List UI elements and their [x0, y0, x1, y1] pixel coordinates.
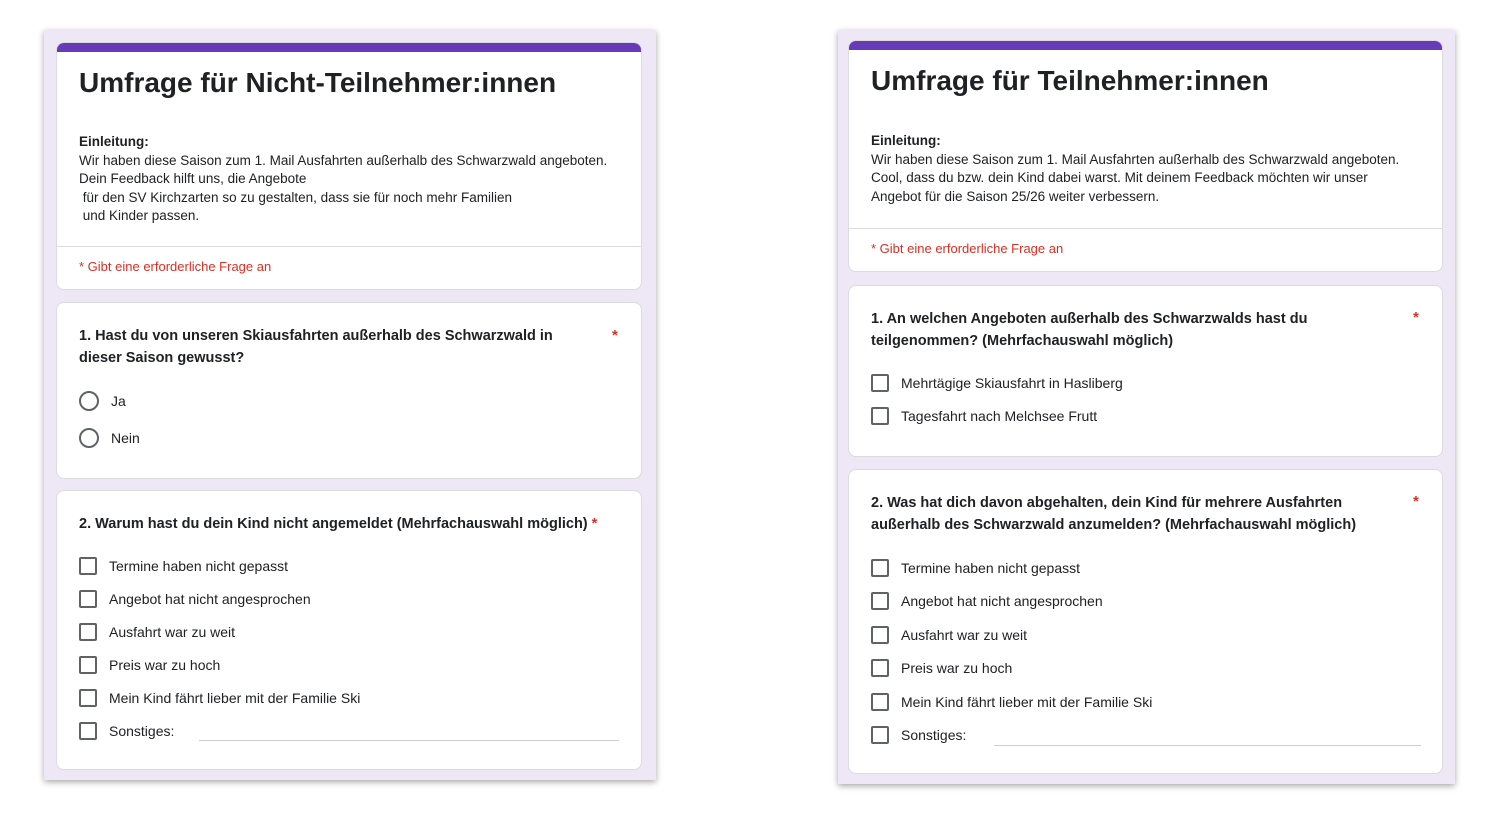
left-intro-label: Einleitung: [79, 134, 149, 149]
left-required-note: * Gibt eine erforderliche Frage an [79, 259, 272, 274]
radio-button[interactable] [79, 428, 99, 448]
left-intro-line: für den SV Kirchzarten so zu gestalten, dass sie für noch mehr Familien [79, 189, 512, 205]
option-label: Mehrtägige Skiausfahrt in Hasliberg [901, 375, 1123, 391]
left-q2-option-sonstiges[interactable] [79, 720, 174, 742]
right-form-panel [838, 30, 1455, 784]
right-accent-bar [849, 41, 1442, 50]
right-question-2-card [848, 469, 1443, 774]
checkbox[interactable] [871, 559, 889, 577]
right-q2-option-familie[interactable] [871, 691, 1152, 713]
option-label: Sonstiges: [109, 723, 175, 739]
right-intro [871, 132, 1399, 206]
right-q1-required-star: * [1413, 309, 1419, 326]
left-question-1-card [56, 302, 642, 479]
left-header-divider [57, 246, 641, 247]
left-q1-text: 1. Hast du von unseren Skiausfahrten außerhalb des Schwarzwald in dieser Saison gewusst? [79, 328, 553, 366]
right-intro-label: Einleitung: [871, 133, 941, 148]
left-q2-required-star: * [591, 516, 598, 532]
right-intro-line: Angebot für die Saison 25/26 weiter verbessern. [871, 188, 1160, 204]
right-q1-option-hasliberg[interactable] [871, 372, 1123, 394]
left-q2-other-input[interactable] [199, 740, 619, 741]
left-form-title: Umfrage für Nicht-Teilnehmer:innen [79, 67, 557, 98]
right-q2-option-preis[interactable] [871, 657, 1012, 679]
right-header-card [848, 40, 1443, 272]
left-q2-option-preis[interactable] [79, 654, 220, 676]
checkbox[interactable] [871, 592, 889, 610]
right-q2-required-star: * [1413, 493, 1419, 510]
option-label: Mein Kind fährt lieber mit der Familie Ski [109, 690, 361, 706]
left-q2-option-ausfahrt[interactable] [79, 621, 235, 643]
option-label: Ausfahrt war zu weit [901, 627, 1028, 643]
option-label: Angebot hat nicht angesprochen [901, 593, 1103, 609]
left-q2-option-angebot[interactable] [79, 588, 311, 610]
left-intro-line: und Kinder passen. [79, 208, 200, 223]
checkbox[interactable] [79, 722, 97, 740]
right-q2-option-sonstiges[interactable] [871, 724, 966, 746]
left-intro-line: Dein Feedback hilft uns, die Angebote [79, 171, 307, 186]
left-q1-option-ja[interactable] [79, 390, 126, 412]
right-required-note: * Gibt eine erforderliche Frage an [871, 241, 1064, 256]
checkbox[interactable] [871, 726, 889, 744]
checkbox[interactable] [79, 557, 97, 575]
right-q2-option-termine[interactable] [871, 557, 1080, 579]
option-label: Ja [111, 393, 126, 409]
right-q2-other-input[interactable] [994, 745, 1421, 746]
option-label: Termine haben nicht gepasst [109, 558, 288, 574]
option-label: Termine haben nicht gepasst [901, 560, 1080, 576]
checkbox[interactable] [871, 407, 889, 425]
right-form-title: Umfrage für Teilnehmer:innen [871, 65, 1269, 96]
option-label: Ausfahrt war zu weit [109, 624, 236, 640]
checkbox[interactable] [79, 689, 97, 707]
option-label: Nein [111, 430, 140, 446]
left-intro [79, 133, 607, 226]
checkbox[interactable] [871, 626, 889, 644]
right-intro-line: Wir haben diese Saison zum 1. Mail Ausfahrten außerhalb des Schwarzwald angeboten. [871, 151, 1400, 167]
option-label: Preis war zu hoch [109, 657, 221, 673]
left-q2-option-termine[interactable] [79, 555, 288, 577]
left-q2-option-familie[interactable] [79, 687, 360, 709]
right-question-1-card [848, 285, 1443, 457]
left-q2-label: 2. Warum hast du dein Kind nicht angemeldet (Mehrfachauswahl möglich) [79, 516, 588, 532]
option-label: Tagesfahrt nach Melchsee Frutt [901, 408, 1098, 424]
option-label: Preis war zu hoch [901, 660, 1013, 676]
checkbox[interactable] [871, 659, 889, 677]
option-label: Mein Kind fährt lieber mit der Familie Ski [901, 694, 1153, 710]
radio-button[interactable] [79, 391, 99, 411]
left-question-2-card [56, 490, 642, 770]
right-header-divider [849, 228, 1442, 229]
right-intro-line: Cool, dass du bzw. dein Kind dabei warst. Mit deinem Feedback möchten wir unser [871, 170, 1368, 185]
checkbox[interactable] [871, 693, 889, 711]
left-header-card [56, 42, 642, 290]
checkbox[interactable] [79, 656, 97, 674]
right-q2-text: 2. Was hat dich davon abgehalten, dein Kind für mehrere Ausfahrten außerhalb des Schwarzwald anzumelden? (Mehrfachauswahl möglich) [871, 495, 1357, 533]
checkbox[interactable] [79, 590, 97, 608]
left-q1-option-nein[interactable] [79, 427, 140, 449]
option-label: Angebot hat nicht angesprochen [109, 591, 311, 607]
right-q2-option-angebot[interactable] [871, 590, 1103, 612]
left-accent-bar [57, 43, 641, 52]
right-q1-text: 1. An welchen Angeboten außerhalb des Schwarzwalds hast du teilgenommen? (Mehrfachauswahl möglich) [871, 311, 1308, 349]
left-q1-required-star: * [612, 327, 618, 344]
checkbox[interactable] [79, 623, 97, 641]
left-form-panel [44, 30, 656, 780]
option-label: Sonstiges: [901, 727, 967, 743]
right-q2-option-ausfahrt[interactable] [871, 624, 1027, 646]
left-intro-line: Wir haben diese Saison zum 1. Mail Ausfahrten außerhalb des Schwarzwald angeboten. [79, 152, 608, 168]
left-q2-text [79, 513, 624, 535]
right-q1-option-melchsee[interactable] [871, 405, 1097, 427]
checkbox[interactable] [871, 374, 889, 392]
